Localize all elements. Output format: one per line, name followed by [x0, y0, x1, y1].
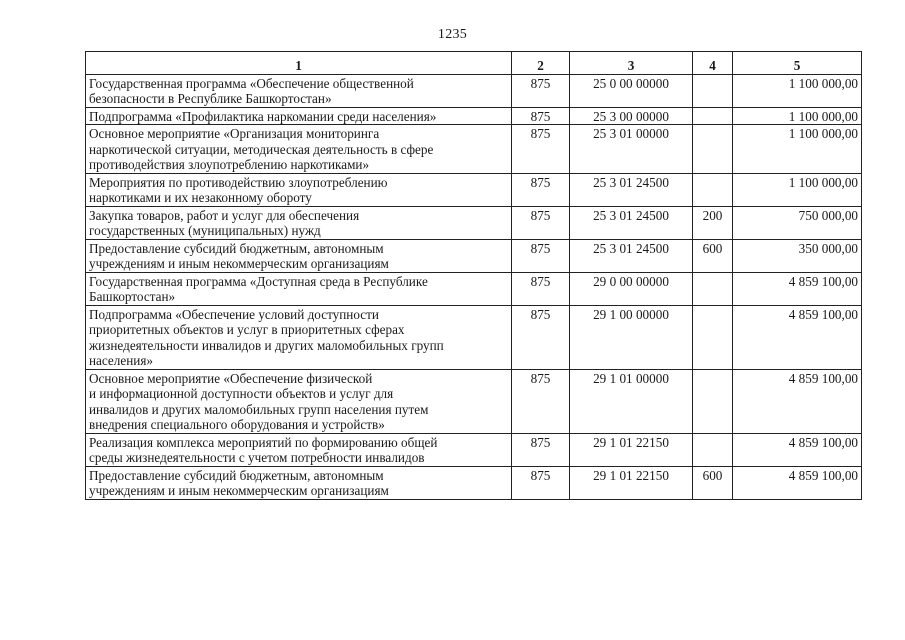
target-article-code: 25 3 01 24500: [570, 206, 693, 239]
table-body: [86, 74, 862, 499]
expense-type-code: 600: [693, 239, 733, 272]
amount: 4 859 100,00: [733, 433, 862, 466]
table-header-row: [86, 52, 862, 75]
ministry-code: 875: [512, 369, 570, 433]
expense-type-code: [693, 369, 733, 433]
target-article-code: 25 3 01 24500: [570, 173, 693, 206]
row-name-line: населения»: [89, 353, 153, 368]
ministry-code: 875: [512, 239, 570, 272]
target-article-code: 29 1 01 22150: [570, 433, 693, 466]
row-name-line: Реализация комплекса мероприятий по формированию общей: [89, 434, 438, 450]
row-name-line: Государственная программа «Обеспечение общественной: [89, 75, 414, 91]
column-header: 4: [693, 52, 733, 75]
row-name-line: учреждениям и иным некоммерческим организациям: [89, 483, 389, 498]
row-name-line: приоритетных объектов и услуг в приоритетных сферах: [89, 322, 405, 337]
amount: 4 859 100,00: [733, 272, 862, 305]
table-row: [86, 125, 862, 174]
row-name-line: жизнедеятельности инвалидов и других маломобильных групп: [89, 337, 444, 353]
expense-type-code: [693, 433, 733, 466]
expense-type-code: [693, 272, 733, 305]
row-name-line: государственных (муниципальных) нужд: [89, 223, 321, 238]
table-row: [86, 239, 862, 272]
row-name-line: Мероприятия по противодействию злоупотреблению: [89, 174, 388, 190]
target-article-code: 29 1 01 22150: [570, 466, 693, 499]
target-article-code: 25 3 00 00000: [570, 107, 693, 125]
row-name-line: внедрения специального оборудования и устройств»: [89, 417, 385, 432]
amount: 4 859 100,00: [733, 466, 862, 499]
table-row: [86, 433, 862, 466]
amount: 350 000,00: [733, 239, 862, 272]
table-row: [86, 173, 862, 206]
row-name-line: Предоставление субсидий бюджетным, автономным: [89, 467, 384, 483]
row-name-line: Закупка товаров, работ и услуг для обеспечения: [89, 207, 360, 223]
budget-table: [85, 51, 862, 500]
expense-type-code: [693, 173, 733, 206]
amount: 1 100 000,00: [733, 173, 862, 206]
row-name-line: инвалидов и других маломобильных групп населения путем: [89, 401, 429, 417]
ministry-code: 875: [512, 272, 570, 305]
ministry-code: 875: [512, 466, 570, 499]
row-name: [86, 272, 512, 305]
row-name-line: Башкортостан»: [89, 289, 176, 304]
row-name-line: Предоставление субсидий бюджетным, автономным: [89, 240, 384, 256]
row-name-line: Подпрограмма «Обеспечение условий доступности: [89, 306, 379, 322]
row-name-line: и информационной доступности объектов и услуг для: [89, 386, 394, 401]
ministry-code: 875: [512, 107, 570, 125]
column-header: 5: [733, 52, 862, 75]
row-name-line: учреждениям и иным некоммерческим организациям: [89, 256, 389, 271]
row-name-line: Основное мероприятие «Обеспечение физической: [89, 370, 373, 386]
row-name: [86, 107, 512, 125]
row-name-line: среды жизнедеятельности с учетом потребности инвалидов: [89, 450, 425, 465]
row-name-line: наркотиками и их незаконному обороту: [89, 190, 312, 205]
amount: 4 859 100,00: [733, 369, 862, 433]
amount: 1 100 000,00: [733, 107, 862, 125]
ministry-code: 875: [512, 74, 570, 107]
row-name: [86, 173, 512, 206]
target-article-code: 25 3 01 24500: [570, 239, 693, 272]
expense-type-code: [693, 107, 733, 125]
amount: 1 100 000,00: [733, 125, 862, 174]
target-article-code: 25 3 01 00000: [570, 125, 693, 174]
expense-type-code: [693, 305, 733, 369]
table-row: [86, 466, 862, 499]
page-number: 1235: [437, 27, 468, 42]
row-name: [86, 466, 512, 499]
expense-type-code: 600: [693, 466, 733, 499]
row-name: [86, 74, 512, 107]
expense-type-code: 200: [693, 206, 733, 239]
row-name-line: Государственная программа «Доступная среда в Республике: [89, 273, 428, 289]
expense-type-code: [693, 125, 733, 174]
row-name: [86, 206, 512, 239]
amount: 1 100 000,00: [733, 74, 862, 107]
row-name-line: безопасности в Республике Башкортостан»: [89, 91, 332, 106]
amount: 4 859 100,00: [733, 305, 862, 369]
row-name-line: противодействия злоупотреблению наркотиками»: [89, 157, 370, 172]
row-name-line: Основное мероприятие «Организация мониторинга: [89, 126, 380, 141]
column-header: 2: [512, 52, 570, 75]
target-article-code: 29 1 00 00000: [570, 305, 693, 369]
ministry-code: 875: [512, 125, 570, 174]
ministry-code: 875: [512, 206, 570, 239]
row-name: [86, 433, 512, 466]
target-article-code: 25 0 00 00000: [570, 74, 693, 107]
table-row: [86, 74, 862, 107]
row-name: [86, 125, 512, 174]
amount: 750 000,00: [733, 206, 862, 239]
ministry-code: 875: [512, 433, 570, 466]
row-name-line: Подпрограмма «Профилактика наркомании среди населения»: [89, 108, 437, 124]
ministry-code: 875: [512, 305, 570, 369]
ministry-code: 875: [512, 173, 570, 206]
row-name: [86, 369, 512, 433]
row-name: [86, 305, 512, 369]
table-row: [86, 206, 862, 239]
target-article-code: 29 0 00 00000: [570, 272, 693, 305]
row-name: [86, 239, 512, 272]
column-header: 1: [86, 52, 512, 75]
table-row: [86, 107, 862, 125]
table-row: [86, 272, 862, 305]
table-row: [86, 369, 862, 433]
target-article-code: 29 1 01 00000: [570, 369, 693, 433]
row-name-line: наркотической ситуации, методическая деятельность в сфере: [89, 141, 434, 157]
table-row: [86, 305, 862, 369]
expense-type-code: [693, 74, 733, 107]
column-header: 3: [570, 52, 693, 75]
